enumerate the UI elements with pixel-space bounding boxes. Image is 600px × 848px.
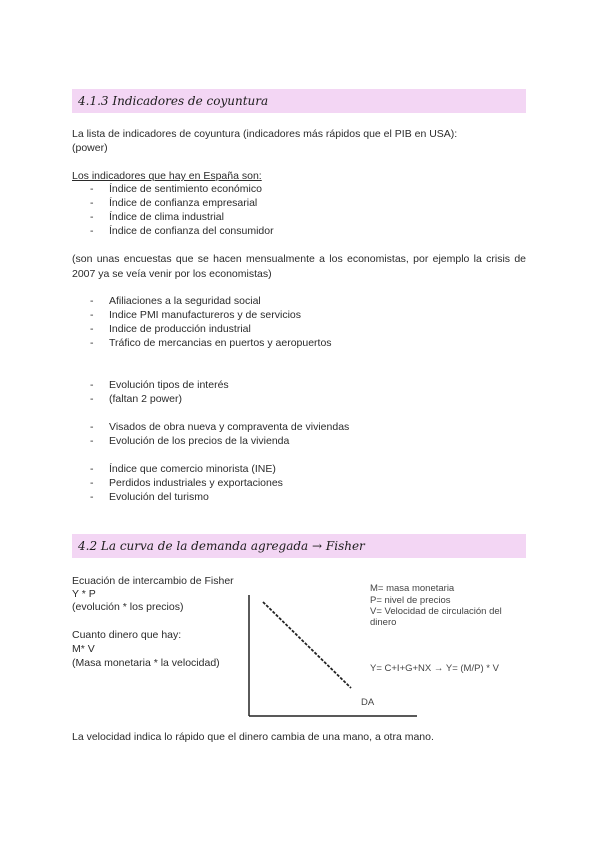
list-item: - Afiliaciones a la seguridad social xyxy=(72,294,332,308)
money-title: Cuanto dinero que hay: xyxy=(72,629,182,641)
list-item: - Índice de confianza del consumidor xyxy=(72,224,274,238)
fisher-explanation: (evolución * los precios) xyxy=(72,601,184,613)
list-item: - Índice de sentimiento económico xyxy=(72,182,274,196)
intro-text-power: (power) xyxy=(72,142,108,154)
demand-curve-line xyxy=(263,602,351,688)
intro-text: La lista de indicadores de coyuntura (indicadores más rápidos que el PIB en USA): xyxy=(72,128,458,140)
survey-note: (son unas encuestas que se hacen mensualmente a los economistas, por ejemplo la crisis de 2007 ya se veía venir por los economistas) xyxy=(72,253,526,280)
section-heading-indicadores: 4.1.3 Indicadores de coyuntura xyxy=(72,89,526,113)
list-title: Los indicadores que hay en España son: xyxy=(72,170,262,182)
list-item: - Visados de obra nueva y compraventa de viviendas xyxy=(72,420,349,434)
closing-text: La velocidad indica lo rápido que el dinero cambia de una mano, a otra mano. xyxy=(72,731,434,743)
list-item: - Evolución de los precios de la vivienda xyxy=(72,434,349,448)
list-item: - Tráfico de mercancias en puertos y aeropuertos xyxy=(72,336,332,350)
money-formula: M* V xyxy=(72,643,95,655)
legend-v-cont: dinero xyxy=(370,617,397,628)
money-explanation: (Masa monetaria * la velocidad) xyxy=(72,657,220,669)
list-item: - Evolución del turismo xyxy=(72,490,283,504)
legend-p: P= nivel de precios xyxy=(370,595,451,606)
equation-da: Y= C+I+G+NX → Y= (M/P) * V xyxy=(370,663,499,674)
section-heading-demanda-agregada: 4.2 La curva de la demanda agregada → Fisher xyxy=(72,534,526,558)
list-item: - Evolución tipos de interés xyxy=(72,378,229,392)
list-item: - Índice de confianza empresarial xyxy=(72,196,274,210)
legend-v: V= Velocidad de circulación del xyxy=(370,606,502,617)
list-item: - Índice que comercio minorista (INE) xyxy=(72,462,283,476)
fisher-formula: Y * P xyxy=(72,588,96,600)
list-item: - Indice de producción industrial xyxy=(72,322,332,336)
list-item: - Índice de clima industrial xyxy=(72,210,274,224)
list-item: - (faltan 2 power) xyxy=(72,392,229,406)
curve-label-da: DA xyxy=(361,697,375,708)
legend-m: M= masa monetaria xyxy=(370,583,455,594)
fisher-title: Ecuación de intercambio de Fisher xyxy=(72,575,234,587)
list-item: - Perdidos industriales y exportaciones xyxy=(72,476,283,490)
list-item: - Indice PMI manufactureros y de servicios xyxy=(72,308,332,322)
